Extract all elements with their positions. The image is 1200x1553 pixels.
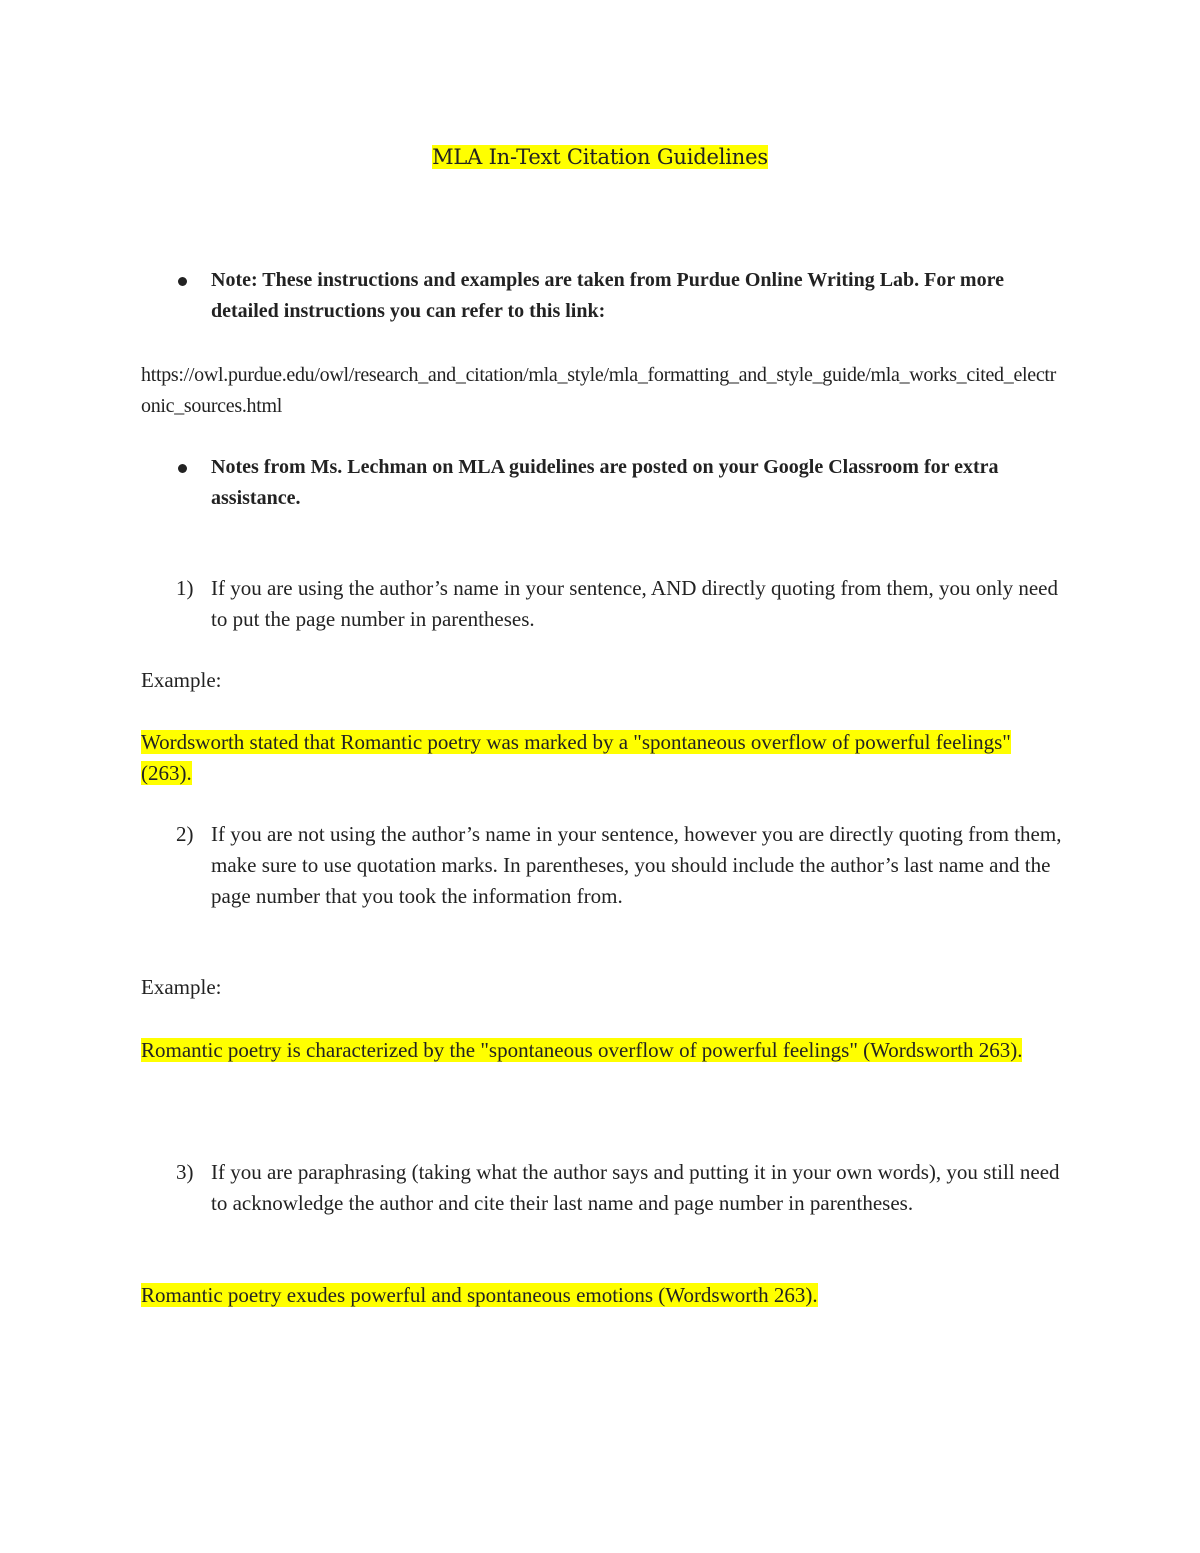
page-title-text: MLA In-Text Citation Guidelines: [432, 145, 768, 169]
rule-number: 1): [176, 576, 194, 600]
bullet-note-classroom: [176, 452, 1076, 514]
bullet-note-source: [176, 265, 1076, 327]
example-1: [141, 727, 1041, 789]
rule-text: If you are using the author’s name in your sentence, AND directly quoting from them, you only need to put the page number in parentheses.: [211, 576, 1058, 631]
example-3: [141, 1280, 1041, 1311]
rule-3: [176, 1157, 1066, 1219]
bullet-text: Note: These instructions and examples are taken from Purdue Online Writing Lab. For more detailed instructions you can refer to this link:: [211, 269, 1004, 322]
example-text: Romantic poetry is characterized by the "spontaneous overflow of powerful feelings" (Wordsworth 263).: [141, 1038, 1023, 1062]
rule-text: If you are paraphrasing (taking what the author says and putting it in your own words), you still need to acknowledge the author and cite their last name and page number in parentheses.: [211, 1160, 1060, 1215]
example-label: Example:: [141, 975, 222, 999]
bullet-icon: [178, 277, 187, 286]
example-label: Example:: [141, 668, 222, 692]
bullet-icon: [178, 464, 187, 473]
rule-2: [176, 819, 1066, 912]
example-text: Wordsworth stated that Romantic poetry was marked by a "spontaneous overflow of powerful feelings" (263).: [141, 730, 1011, 785]
rule-number: 2): [176, 822, 194, 846]
rule-1: [176, 573, 1066, 635]
example-2: [141, 1035, 1041, 1066]
page-title: [0, 143, 1200, 171]
example-text: Romantic poetry exudes powerful and spontaneous emotions (Wordsworth 263).: [141, 1283, 818, 1307]
bullet-text: Notes from Ms. Lechman on MLA guidelines are posted on your Google Classroom for extra assistance.: [211, 456, 999, 509]
rule-text: If you are not using the author’s name in your sentence, however you are directly quoting from them, make sure to use quotation marks. In parentheses, you should include the author’s last name and the page number that you took the information from.: [211, 822, 1062, 908]
purdue-owl-link[interactable]: https://owl.purdue.edu/owl/research_and_citation/mla_style/mla_formatting_and_style_guide/mla_works_cited_electronic_sources.html: [141, 364, 1057, 417]
rule-number: 3): [176, 1160, 194, 1184]
